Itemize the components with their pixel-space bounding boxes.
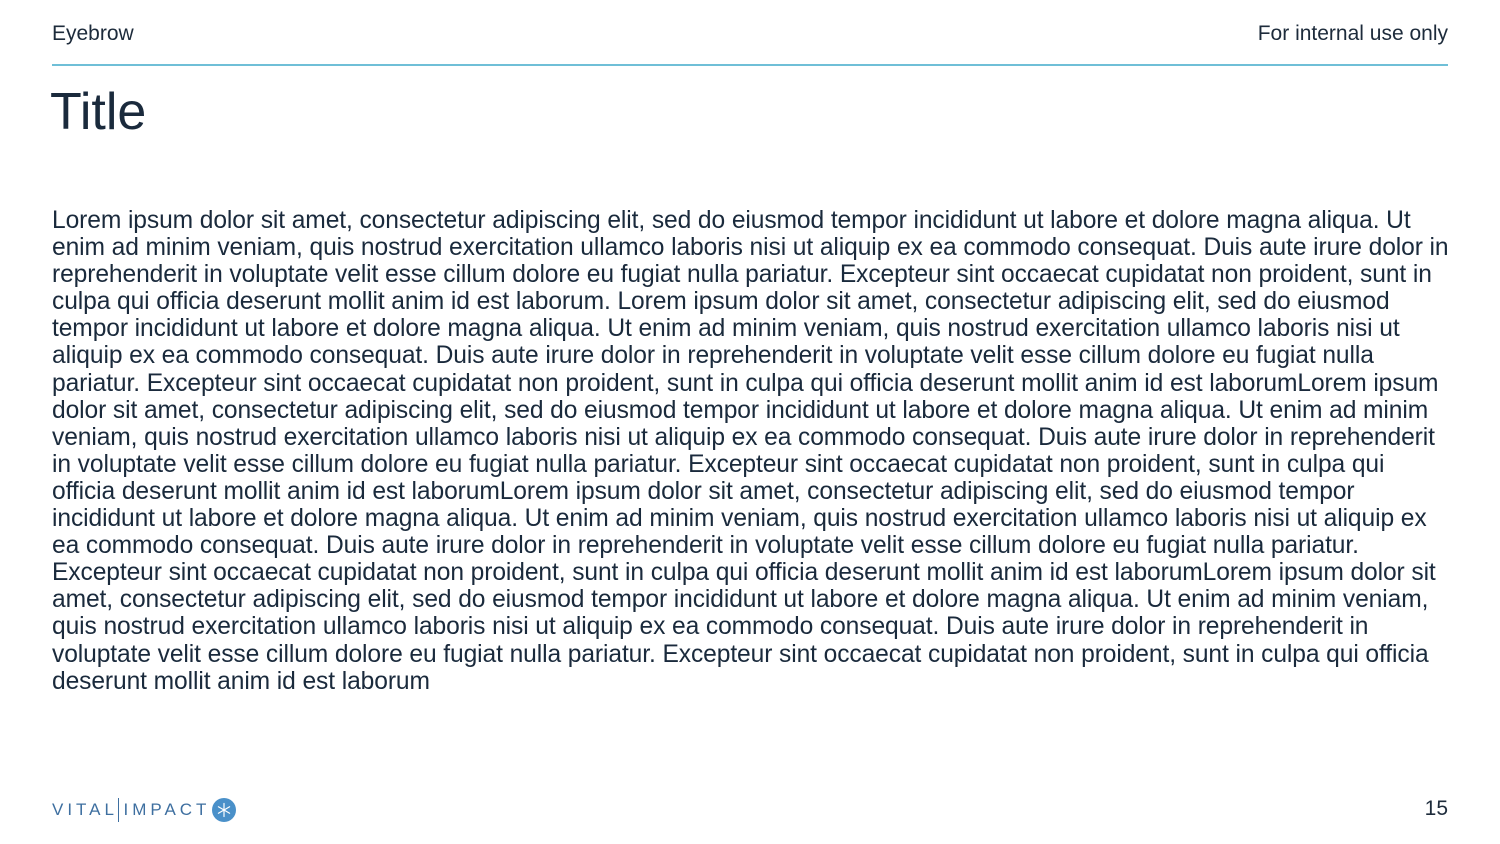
classification-label: For internal use only bbox=[1257, 22, 1448, 45]
body-text: Lorem ipsum dolor sit amet, consectetur adipiscing elit, sed do eiusmod tempor incididunt ut labore et dolore magna aliqua. Ut enim ad minim veniam, quis nostrud exercitation ullamco laboris nisi ut aliquip ex ea commodo consequat. Duis aute irure dolor in reprehenderit in voluptate velit esse cillum dolore eu fugiat nulla pariatur. Excepteur sint occaecat cupidatat non proident, sunt in culpa qui officia deserunt mollit anim id est laborum. Lorem ipsum dolor sit amet, consectetur adipiscing elit, sed do eiusmod tempor incididunt ut labore et dolore magna aliqua. Ut enim ad minim veniam, quis nostrud exercitation ullamco laboris nisi ut aliquip ex ea commodo consequat. Duis aute irure dolor in reprehenderit in voluptate velit esse cillum dolore eu fugiat nulla pariatur. Excepteur sint occaecat cupidatat non proident, sunt in culpa qui officia deserunt mollit anim id est laborumLorem ipsum dolor sit amet, consectetur adipiscing elit, sed do eiusmod tempor incididunt ut labore et dolore magna aliqua. Ut enim ad minim veniam, quis nostrud exercitation ullamco laboris nisi ut aliquip ex ea commodo consequat. Duis aute irure dolor in reprehenderit in voluptate velit esse cillum dolore eu fugiat nulla pariatur. Excepteur sint occaecat cupidatat non proident, sunt in culpa qui officia deserunt mollit anim id est laborumLorem ipsum dolor sit amet, consectetur adipiscing elit, sed do eiusmod tempor incididunt ut labore et dolore magna aliqua. Ut enim ad minim veniam, quis nostrud exercitation ullamco laboris nisi ut aliquip ex ea commodo consequat. Duis aute irure dolor in reprehenderit in voluptate velit esse cillum dolore eu fugiat nulla pariatur. Excepteur sint occaecat cupidatat non proident, sunt in culpa qui officia deserunt mollit anim id est laborumLorem ipsum dolor sit amet, consectetur adipiscing elit, sed do eiusmod tempor incididunt ut labore et dolore magna aliqua. Ut enim ad minim veniam, quis nostrud exercitation ullamco laboris nisi ut aliquip ex ea commodo consequat. Duis aute irure dolor in reprehenderit in voluptate velit esse cillum dolore eu fugiat nulla pariatur. Excepteur sint occaecat cupidatat non proident, sunt in culpa qui officia deserunt mollit anim id est laborum bbox=[52, 207, 1449, 695]
vital-impact-logo bbox=[52, 797, 236, 823]
page-number: 15 bbox=[1424, 797, 1448, 820]
snowflake-icon bbox=[212, 798, 236, 822]
header-divider bbox=[52, 64, 1448, 66]
slide-title: Title bbox=[50, 83, 147, 141]
logo-text-vital: VITAL bbox=[52, 800, 118, 819]
logo-divider bbox=[118, 798, 120, 822]
eyebrow: Eyebrow bbox=[52, 22, 134, 45]
logo-text-impact: IMPACT bbox=[123, 800, 211, 819]
